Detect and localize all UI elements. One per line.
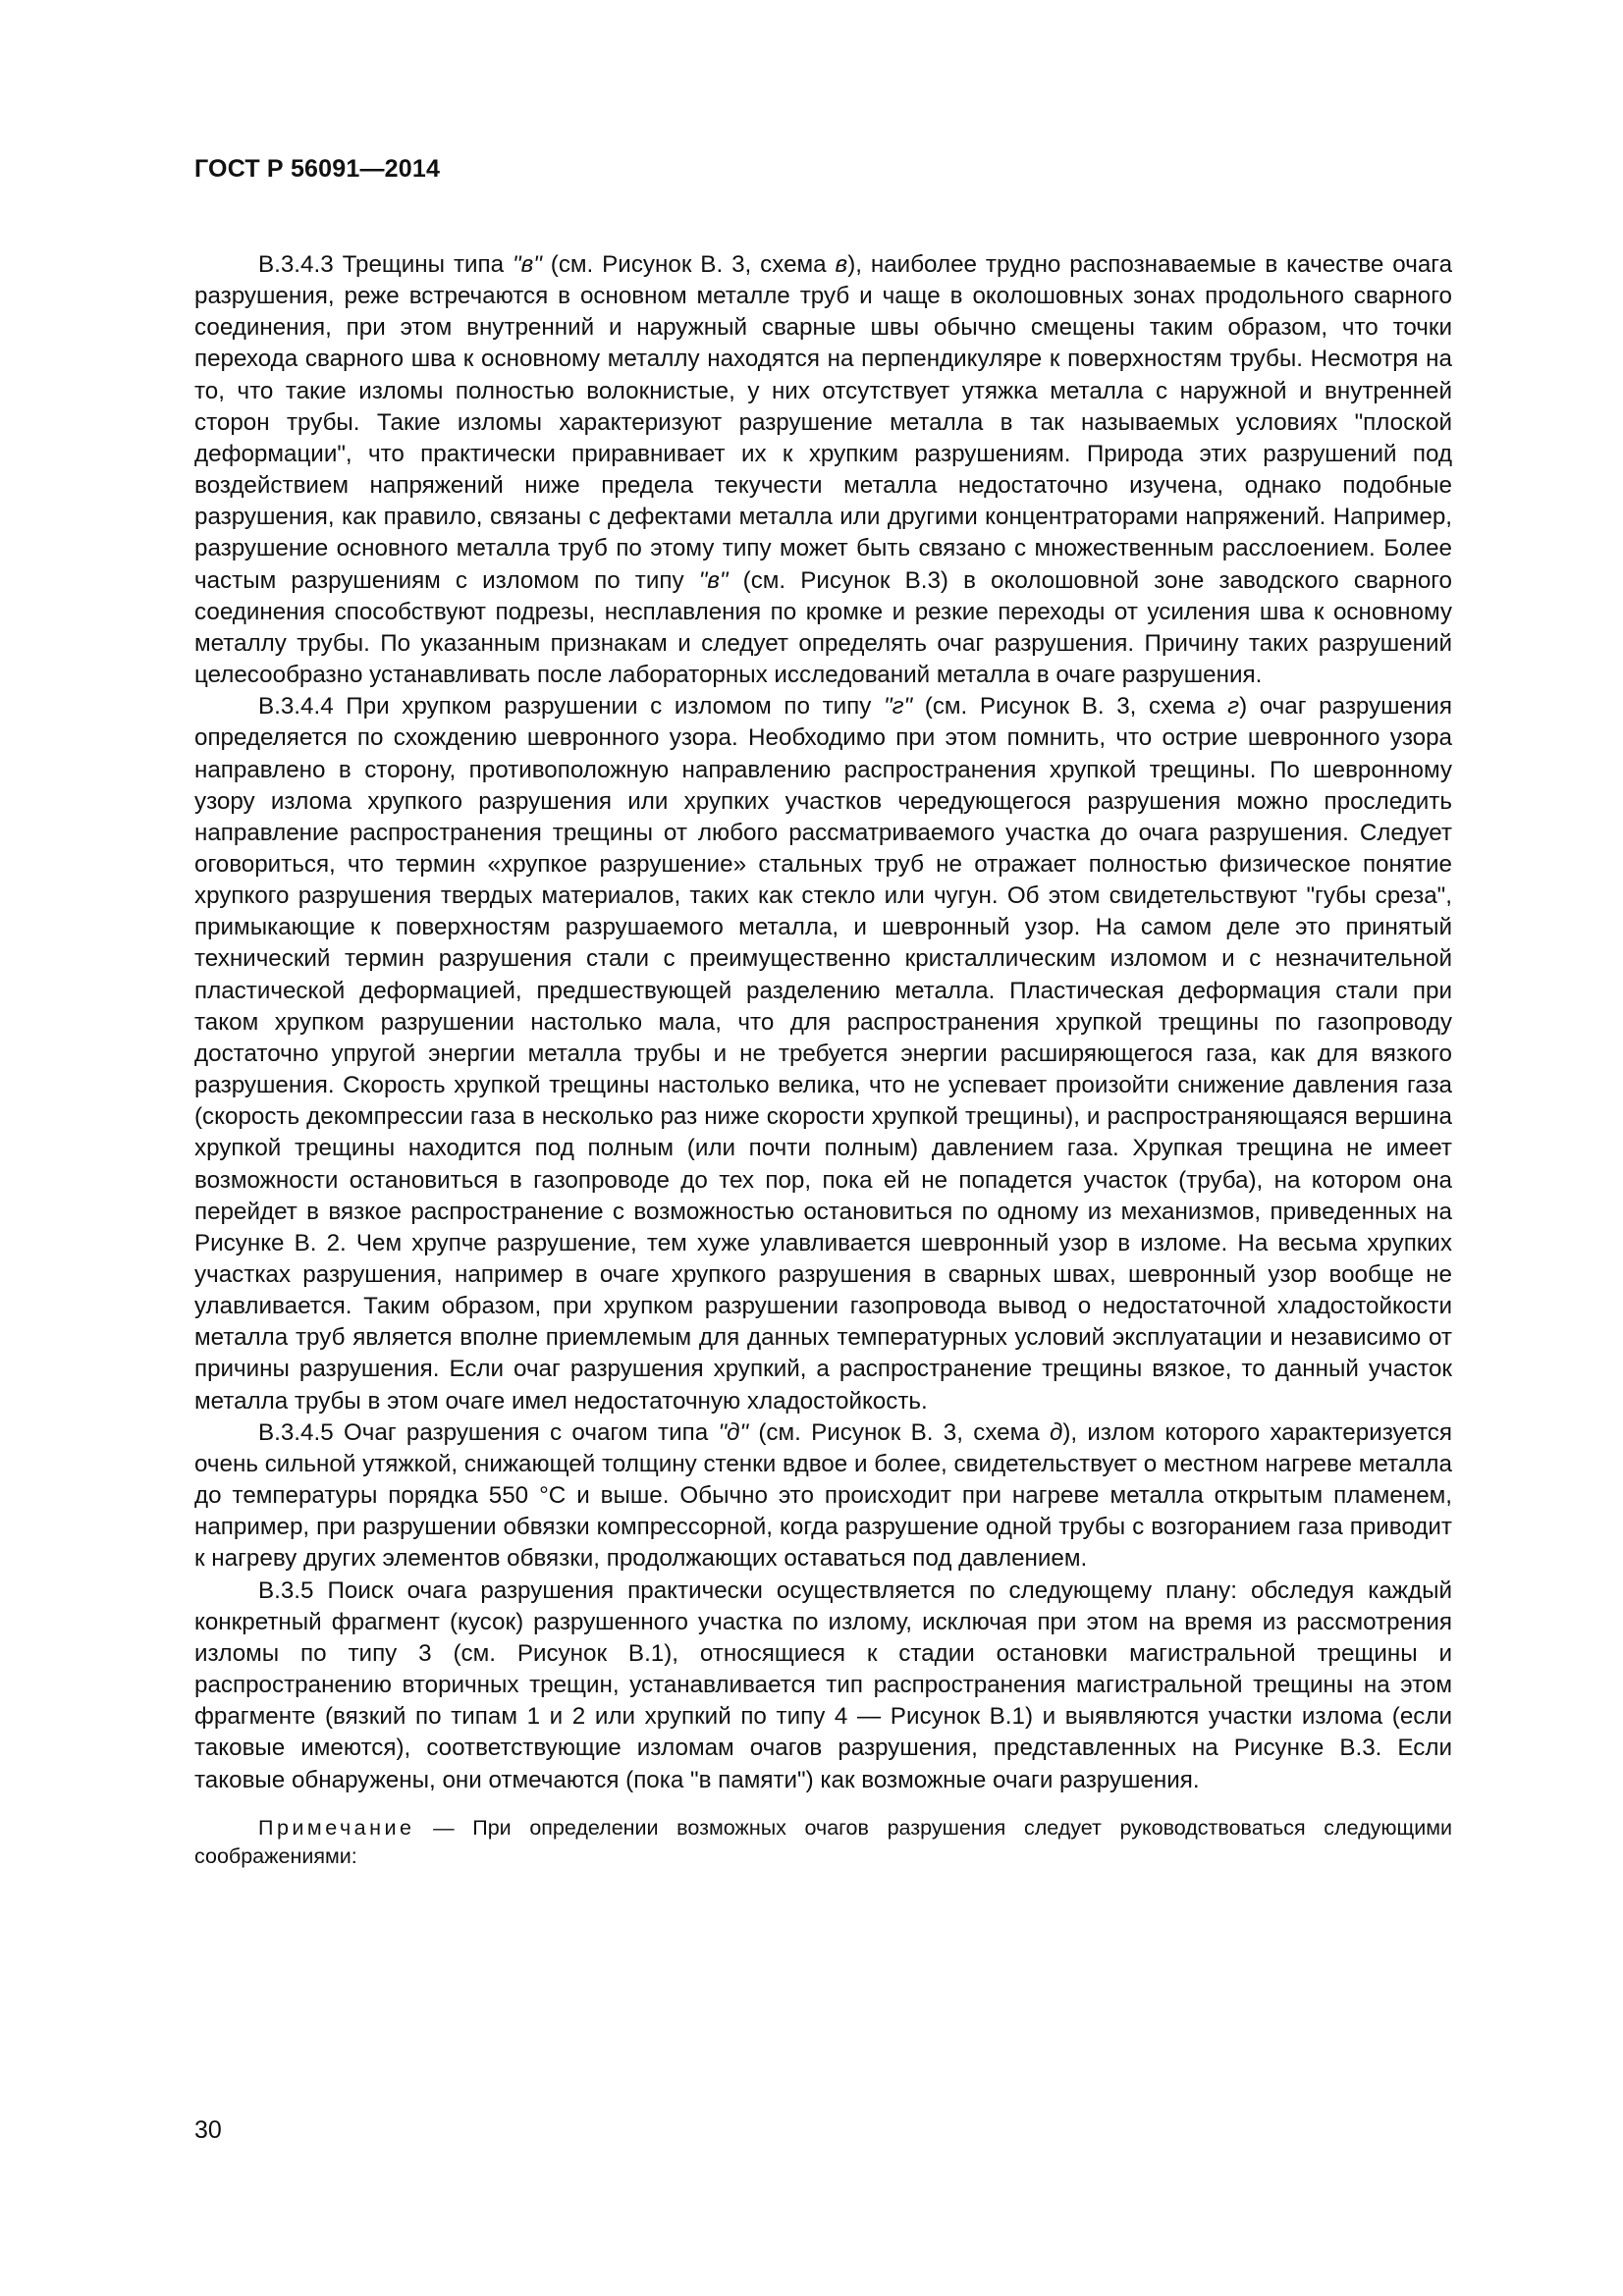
note-text: — При определении возможных очагов разрушения следует руководствоваться следующими соображениями: <box>194 1815 1452 1868</box>
paragraph-b-3-5: В.3.5 Поиск очага разрушения практически осуществляется по следующему плану: обследуя каждый конкретный фрагмент (кусок) разрушенного участка по излому, исключая при этом на время из рассмотрения изломы по типу 3 (см. Рисунок В.1), относящиеся к стадии остановки магистральной трещины и распространению вторичных трещин, устанавливается тип распространения магистральной трещины на этом фрагменте (вязкий по типам 1 и 2 или хрупкий по типу 4 — Рисунок В.1) и выявляются участки излома (если таковые имеются), соответствующие изломам очагов разрушения, представленных на Рисунке В.3. Если таковые обнаружены, они отмечаются (пока "в памяти") как возможные очаги разрушения. <box>194 1576 1452 1793</box>
document-header: ГОСТ Р 56091—2014 <box>194 155 441 183</box>
clause-number: В.3.4.5 <box>258 1418 334 1446</box>
paragraph-b-3-4-3: В.3.4.3 Трещины типа "в" (см. Рисунок В. 3, схема в), наиболее трудно распознаваемые в качестве очага разрушения, реже встречаются в основном металле труб и чаще в околошовных зонах продольного сварного соединения, при этом внутренний и наружный сварные швы обычно смещены таким образом, что точки перехода сварного шва к основному металлу находятся на перпендикуляре к поверхностям трубы. Несмотря на то, что такие изломы полностью волокнистые, у них отсутствует утяжка металла с наружной и внутренней сторон трубы. Такие изломы характеризуют разрушение металла в так называемых условиях "плоской деформации", что практически приравнивает их к хрупким разрушениям. Природа этих разрушений под воздействием напряжений ниже предела текучести металла недостаточно изучена, однако подобные разрушения, как правило, связаны с дефектами металла или другими концентраторами напряжений. Например, разрушение основного металла труб по этому типу может быть связано с множественным расслоением. Более частым разрушениям с изломом по типу "в" (см. Рисунок В.3) в околошовной зоне заводского сварного соединения способствуют подрезы, несплавления по кромке и резкие переходы от усиления шва к основному металлу трубы. По указанным признакам и следует определять очаг разрушения. Причину таких разрушений целесообразно устанавливать после лабораторных исследований металла в очаге разрушения. <box>194 251 1453 689</box>
clause-number: В.3.4.3 <box>258 251 334 278</box>
note-label: Примечание <box>258 1815 415 1840</box>
page-number: 30 <box>194 2116 222 2144</box>
note <box>194 1814 1452 1871</box>
document-body <box>194 249 1452 1871</box>
clause-number: В.3.4.4 <box>258 693 334 721</box>
clause-number: В.3.5 <box>258 1576 314 1604</box>
paragraph-b-3-4-4: В.3.4.4 При хрупком разрушении с изломом по типу "г" (см. Рисунок В. 3, схема г) очаг разрушения определяется по схождению шевронного узора. Необходимо при этом помнить, что острие шевронного узора направлено в сторону, противоположную направлению распространения хрупкой трещины. По шевронному узору излома хрупкого разрушения или хрупких участков чередующегося разрушения можно проследить направление распространения трещины от любого рассматриваемого участка до очага разрушения. Следует оговориться, что термин «хрупкое разрушение» стальных труб не отражает полностью физическое понятие хрупкого разрушения твердых материалов, таких как стекло или чугун. Об этом свидетельствуют "губы среза", примыкающие к поверхностям разрушаемого металла, и шевронный узор. На самом деле это принятый технический термин разрушения стали с преимущественно кристаллическим изломом и с незначительной пластической деформацией, предшествующей разделению металла. Пластическая деформация стали при таком хрупком разрушении настолько мала, что для распространения хрупкой трещины по газопроводу достаточно упругой энергии металла трубы и не требуется энергии расширяющегося газа, как для вязкого разрушения. Скорость хрупкой трещины настолько велика, что не успевает произойти снижение давления газа (скорость декомпрессии газа в несколько раз ниже скорости хрупкой трещины), и распространяющаяся вершина хрупкой трещины находится под полным (или почти полным) давлением газа. Хрупкая трещина не имеет возможности остановиться в газопроводе до тех пор, пока ей не попадется участок (труба), на котором она перейдет в вязкое распространение с возможностью остановиться по одному из механизмов, приведенных на Рисунке В. 2. Чем хрупче разрушение, тем хуже улавливается шевронный узор в изломе. На весьма хрупких участках разрушения, например в очаге хрупкого разрушения в сварных швах, шевронный узор вообще не улавливается. Таким образом, при хрупком разрушении газопровода вывод о недостаточной хладостойкости металла труб является вполне приемлемым для данных температурных условий эксплуатации и независимо от причины разрушения. Если очаг разрушения хрупкий, а распространение трещины вязкое, то данный участок металла трубы в этом очаге имел недостаточную хладостойкость. <box>194 693 1452 1415</box>
paragraph-b-3-4-5: В.3.4.5 Очаг разрушения с очагом типа "д" (см. Рисунок В. 3, схема д), излом которого характеризуется очень сильной утяжкой, снижающей толщину стенки вдвое и более, свидетельствует о местном нагреве металла до температуры порядка 550 °С и выше. Обычно это происходит при нагреве металла открытым пламенем, например, при разрушении обвязки компрессорной, когда разрушение одной трубы с возгоранием газа приводит к нагреву других элементов обвязки, продолжающих оставаться под давлением. <box>194 1418 1453 1573</box>
